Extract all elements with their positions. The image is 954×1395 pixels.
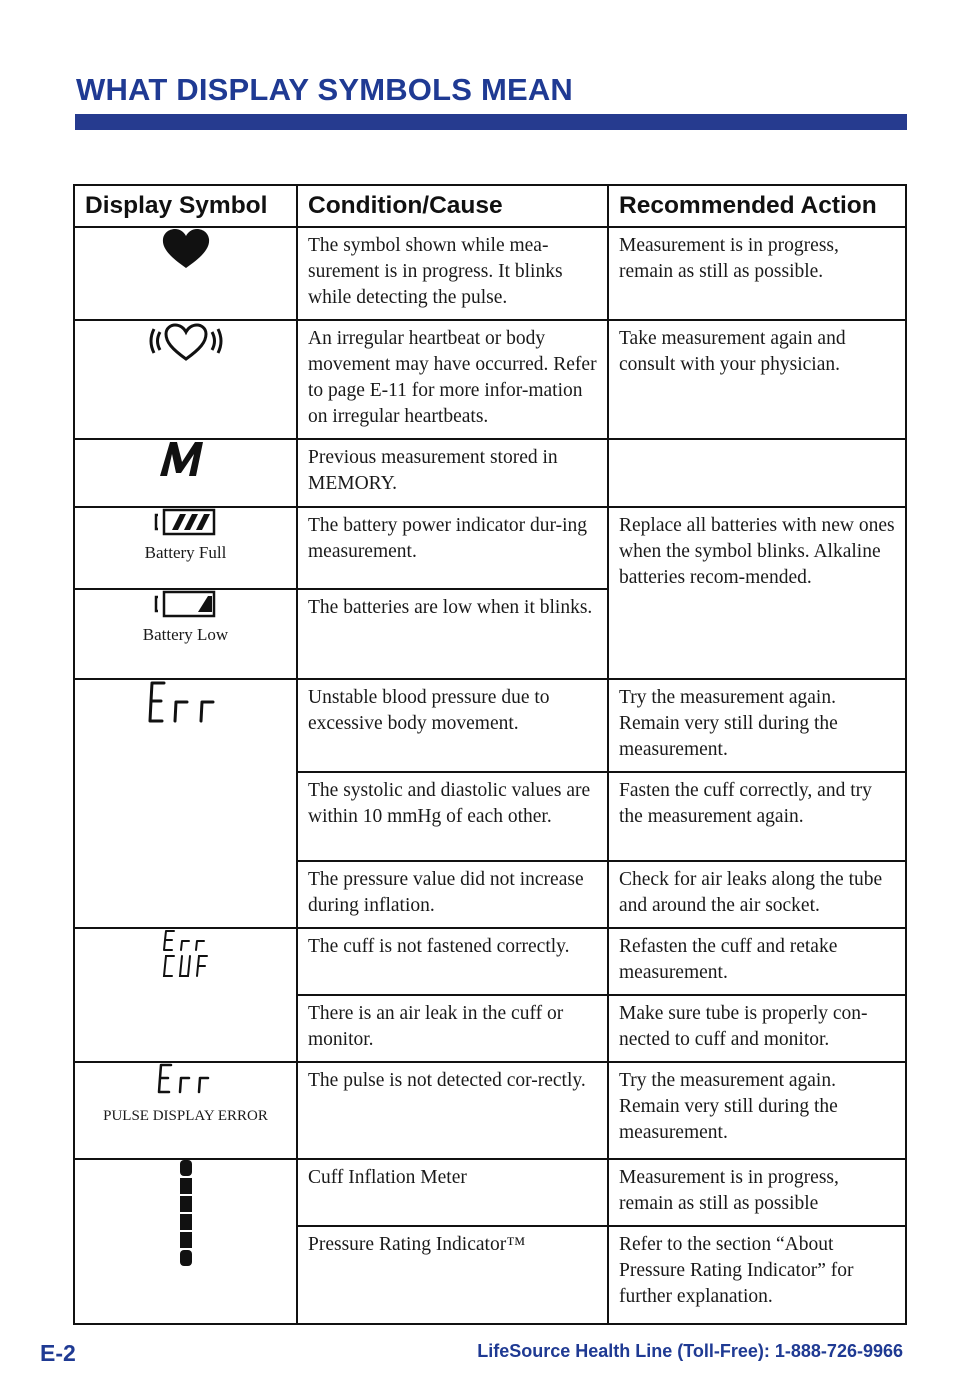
condition-cell: Pressure Rating Indicator™	[297, 1226, 608, 1324]
action-cell: Try the measurement again. Remain very still during the measurement.	[608, 679, 906, 772]
symbol-cell	[74, 1159, 297, 1324]
action-cell: Check for air leaks along the tube and around the air socket.	[608, 861, 906, 928]
table-header-row	[74, 185, 906, 227]
battery-low-caption: Battery Low	[142, 625, 229, 644]
action-cell: Take measurement again and consult with your physician.	[608, 320, 906, 439]
action-cell: Replace all batteries with new ones when the symbol blinks. Alkaline batteries recom-mended.	[608, 507, 906, 679]
symbol-cell	[74, 928, 297, 1062]
action-cell: Make sure tube is properly con-nected to cuff and monitor.	[608, 995, 906, 1062]
battery-low-icon	[154, 590, 218, 618]
condition-cell: Unstable blood pressure due to excessive body movement.	[297, 679, 608, 772]
table-row	[74, 227, 906, 320]
condition-cell: The batteries are low when it blinks.	[297, 589, 608, 679]
header-condition-cause: Condition/Cause	[297, 185, 608, 227]
symbol-cell	[74, 227, 297, 320]
action-cell: Refer to the section “About Pressure Rating Indicator” for further explanation.	[608, 1226, 906, 1324]
memory-m-icon	[156, 440, 216, 478]
heart-icon	[161, 228, 211, 270]
pulse-err-display-icon	[156, 1063, 216, 1095]
symbol-cell	[74, 589, 297, 679]
condition-cell: The battery power indicator dur-ing measurement.	[297, 507, 608, 589]
action-cell: Fasten the cuff correctly, and try the measurement again.	[608, 772, 906, 861]
health-line-footer: LifeSource Health Line (Toll-Free): 1-888-726-9966	[477, 1341, 903, 1361]
err-cuf-display-icon	[161, 929, 211, 979]
header-display-symbol: Display Symbol	[74, 185, 297, 227]
action-cell: Measurement is in progress, remain as still as possible	[608, 1159, 906, 1226]
condition-cell: The pressure value did not increase during inflation.	[297, 861, 608, 928]
page-number: E-2	[40, 1340, 76, 1366]
battery-full-icon	[154, 508, 218, 536]
condition-cell: There is an air leak in the cuff or monitor.	[297, 995, 608, 1062]
symbol-cell	[74, 439, 297, 507]
condition-cell: An irregular heartbeat or body movement may have occurred. Refer to page E-11 for more infor-mation on irregular heartbeats.	[297, 320, 608, 439]
action-cell: Try the measurement again. Remain very still during the measurement.	[608, 1062, 906, 1159]
symbol-cell	[74, 1062, 297, 1159]
condition-cell: Previous measurement stored in MEMORY.	[297, 439, 608, 507]
action-cell: Measurement is in progress, remain as still as possible.	[608, 227, 906, 320]
action-cell	[608, 439, 906, 507]
header-recommended-action: Recommended Action	[608, 185, 906, 227]
page-title: WHAT DISPLAY SYMBOLS MEAN	[76, 72, 574, 107]
condition-cell: Cuff Inflation Meter	[297, 1159, 608, 1226]
table-row	[74, 320, 906, 439]
table-row	[74, 1159, 906, 1226]
symbol-cell	[74, 507, 297, 589]
inflation-meter-icon	[178, 1160, 194, 1268]
condition-cell: The pulse is not detected cor-rectly.	[297, 1062, 608, 1159]
battery-full-caption: Battery Full	[144, 543, 227, 562]
table-row	[74, 928, 906, 995]
pulse-display-error-caption: PULSE DISPLAY ERROR	[103, 1108, 268, 1124]
table-row	[74, 507, 906, 589]
display-symbols-table	[73, 184, 907, 1325]
condition-cell: The systolic and diastolic values are within 10 mmHg of each other.	[297, 772, 608, 861]
symbol-cell	[74, 320, 297, 439]
condition-cell: The symbol shown while mea-surement is in progress. It blinks while detecting the pulse.	[297, 227, 608, 320]
err-display-icon	[146, 680, 226, 724]
table-row	[74, 439, 906, 507]
title-rule	[75, 114, 907, 130]
table-row	[74, 679, 906, 772]
symbol-cell	[74, 679, 297, 928]
condition-cell: The cuff is not fastened correctly.	[297, 928, 608, 995]
irregular-heartbeat-icon	[144, 321, 228, 365]
action-cell: Refasten the cuff and retake measurement.	[608, 928, 906, 995]
table-row	[74, 1062, 906, 1159]
